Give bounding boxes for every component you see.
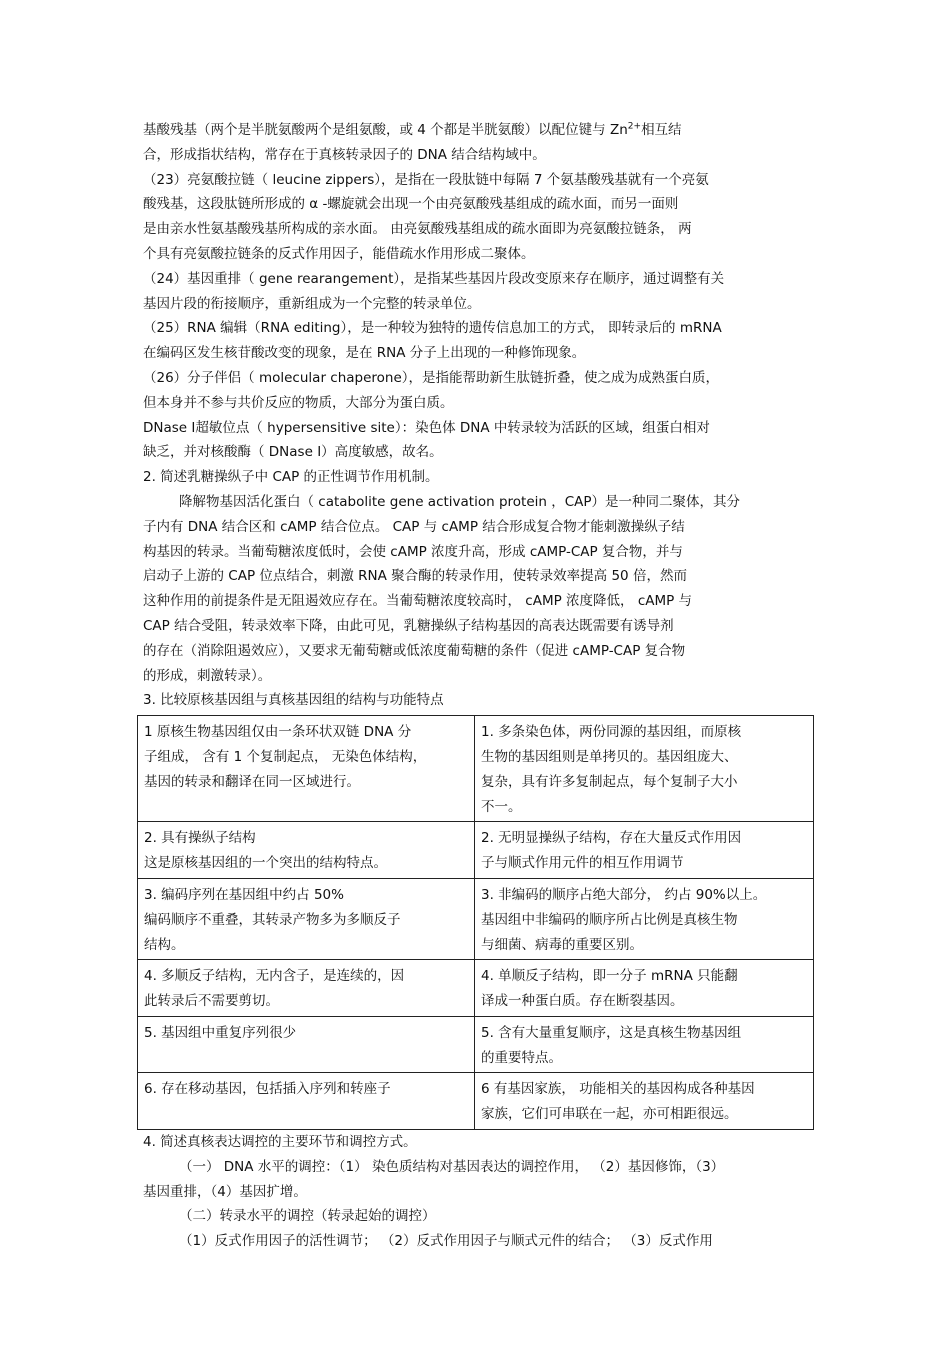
text-line: 启动子上游的 CAP 位点结合，刺激 RNA 聚合酶的转录作用，使转录效率提高 50 倍，然而 [143,568,687,585]
text-line: 基因片段的衔接顺序，重新组成为一个完整的转录单位。 [143,295,481,312]
text-span: 基酸残基（两个是半胱氨酸两个是组氨酸，或 4 个都是半胱氨酸）以配位键与 Zn [143,122,628,138]
cell-line: 这是原核基因组的一个突出的结构特点。 [144,855,387,872]
cell-line: 编码顺序不重叠，其转录产物多为多顺反子 [144,911,401,928]
text-line: 合，形成指状结构，常存在于真核转录因子的 DNA 结合结构域中。 [143,146,546,163]
cell-line: 4. 单顺反子结构，即一分子 mRNA 只能翻 [481,968,738,985]
text-line: 的形成，刺激转录）。 [143,667,272,684]
table-row [138,1016,814,1073]
table-row [138,716,814,822]
table-row [138,1073,814,1130]
table-cell-prokaryote [138,1073,475,1130]
text-line: 在编码区发生核苷酸改变的现象，是在 RNA 分子上出现的一种修饰现象。 [143,345,586,362]
text-line: （1）反式作用因子的活性调节； （2）反式作用因子与顺式元件的结合； （3）反式作用 [179,1233,713,1250]
cell-line: 3. 编码序列在基因组中约占 50% [144,886,344,903]
cell-line: 2. 无明显操纵子结构，存在大量反式作用因 [481,830,742,847]
text-line: 是由亲水性氨基酸残基所构成的亲水面。 由亮氨酸残基组成的疏水面即为亮氨酸拉链条， 两 [143,221,692,238]
cell-line: 与细菌、病毒的重要区别。 [481,936,643,953]
cell-line: 子组成， 含有 1 个复制起点， 无染色体结构， [144,748,427,765]
cell-line: 结构。 [144,936,185,953]
text-line: CAP 结合受阻，转录效率下降，由此可见，乳糖操纵子结构基因的高表达既需要有诱导剂 [143,617,674,634]
cell-line: 4. 多顺反子结构，无内含子，是连续的，因 [144,968,405,985]
cell-line: 5. 基因组中重复序列很少 [144,1024,297,1041]
table-cell-prokaryote [138,878,475,959]
cell-line: 6. 存在移动基因，包括插入序列和转座子 [144,1081,391,1098]
cell-line: 译成一种蛋白质。存在断裂基因。 [481,993,684,1010]
table-cell-eukaryote [475,960,814,1017]
text-line [143,118,813,143]
table-cell-eukaryote [475,1016,814,1073]
cell-line: 生物的基因组则是单拷贝的。基因组庞大、 [481,748,738,765]
table-cell-prokaryote [138,1016,475,1073]
document-body [143,118,813,1254]
text-line: 缺乏，并对核酸酶（ DNase Ⅰ）高度敏感，故名。 [143,444,443,461]
text-line: 的存在（消除阻遏效应），又要求无葡萄糖或低浓度葡萄糖的条件（促进 cAMP-CAP 复合物 [143,642,686,659]
question-heading: 3. 比较原核基因组与真核基因组的结构与功能特点 [143,692,444,709]
text-line: 构基因的转录。当葡萄糖浓度低时，会使 cAMP 浓度升高，形成 cAMP-CAP 复合物，并与 [143,543,683,560]
text-line: 个具有亮氨酸拉链条的反式作用因子，能借疏水作用形成二聚体。 [143,245,535,262]
table-cell-eukaryote [475,1073,814,1130]
text-span: 相互结 [641,122,682,138]
text-line: 但本身并不参与共价反应的物质，大部分为蛋白质。 [143,394,454,411]
table-row [138,960,814,1017]
text-line: 子内有 DNA 结合区和 cAMP 结合位点。 CAP 与 cAMP 结合形成复合物才能刺激操纵子结 [143,518,685,535]
cell-line: 家族，它们可串联在一起，亦可相距很远。 [481,1106,738,1123]
text-line: （一） DNA 水平的调控：（1） 染色质结构对基因表达的调控作用， （2）基因修饰，（3） [179,1158,725,1175]
table-cell-prokaryote [138,716,475,822]
cell-line: 3. 非编码的顺序占绝大部分， 约占 90%以上。 [481,886,767,903]
text-line: 这种作用的前提条件是无阻遏效应存在。当葡萄糖浓度较高时， cAMP 浓度降低， cAMP 与 [143,593,693,610]
cell-line: 6 有基因家族， 功能相关的基因构成各种基因 [481,1081,755,1098]
text-line: （26）分子伴侣（ molecular chaperone），是指能帮助新生肽链折叠，使之成为成熟蛋白质， [143,369,720,386]
table-row [138,822,814,879]
table-cell-prokaryote [138,960,475,1017]
table-cell-prokaryote [138,822,475,879]
cell-line: 基因组中非编码的顺序所占比例是真核生物 [481,911,738,928]
cell-line: 此转录后不需要剪切。 [144,993,279,1010]
cell-line: 的重要特点。 [481,1049,562,1066]
cell-line: 子与顺式作用元件的相互作用调节 [481,855,684,872]
cell-line: 5. 含有大量重复顺序，这是真核生物基因组 [481,1024,742,1041]
cell-line: 2. 具有操纵子结构 [144,830,256,847]
cell-line: 复杂，具有许多复制起点，每个复制子大小 [481,773,738,790]
question-heading: 4. 简述真核表达调控的主要环节和调控方式。 [143,1134,417,1151]
table-cell-eukaryote [475,716,814,822]
cell-line: 不一。 [481,798,522,815]
cell-line: 基因的转录和翻译在同一区域进行。 [144,773,360,790]
table-row [138,878,814,959]
text-line: （23）亮氨酸拉链（ leucine zippers），是指在一段肽链中每隔 7 个氨基酸残基就有一个亮氨 [143,171,709,188]
question-heading: 2. 简述乳糖操纵子中 CAP 的正性调节作用机制。 [143,469,439,486]
text-line: 降解物基因活化蛋白（ catabolite gene activation protein ，CAP）是一种同二聚体，其分 [179,493,741,510]
text-line: 基因重排，（4）基因扩增。 [143,1183,307,1200]
superscript: 2+ [627,121,642,132]
table-cell-eukaryote [475,878,814,959]
text-line: （25）RNA 编辑（RNA editing），是一种较为独特的遗传信息加工的方式， 即转录后的 mRNA [143,320,722,337]
cell-line: 1. 多条染色体，两份同源的基因组，而原核 [481,724,742,741]
text-line: （二）转录水平的调控（转录起始的调控） [179,1208,436,1225]
table-cell-eukaryote [475,822,814,879]
comparison-table [137,715,814,1130]
text-line: 酸残基，这段肽链所形成的 α -螺旋就会出现一个由亮氨酸残基组成的疏水面，而另一面则 [143,196,679,213]
text-line: （24）基因重排（ gene rearangement），是指某些基因片段改变原来存在顺序，通过调整有关 [143,270,725,287]
text-line: DNase Ⅰ超敏位点（ hypersensitive site）：染色体 DNA 中转录较为活跃的区域，组蛋白相对 [143,419,710,436]
cell-line: 1 原核生物基因组仅由一条环状双链 DNA 分 [144,724,412,741]
